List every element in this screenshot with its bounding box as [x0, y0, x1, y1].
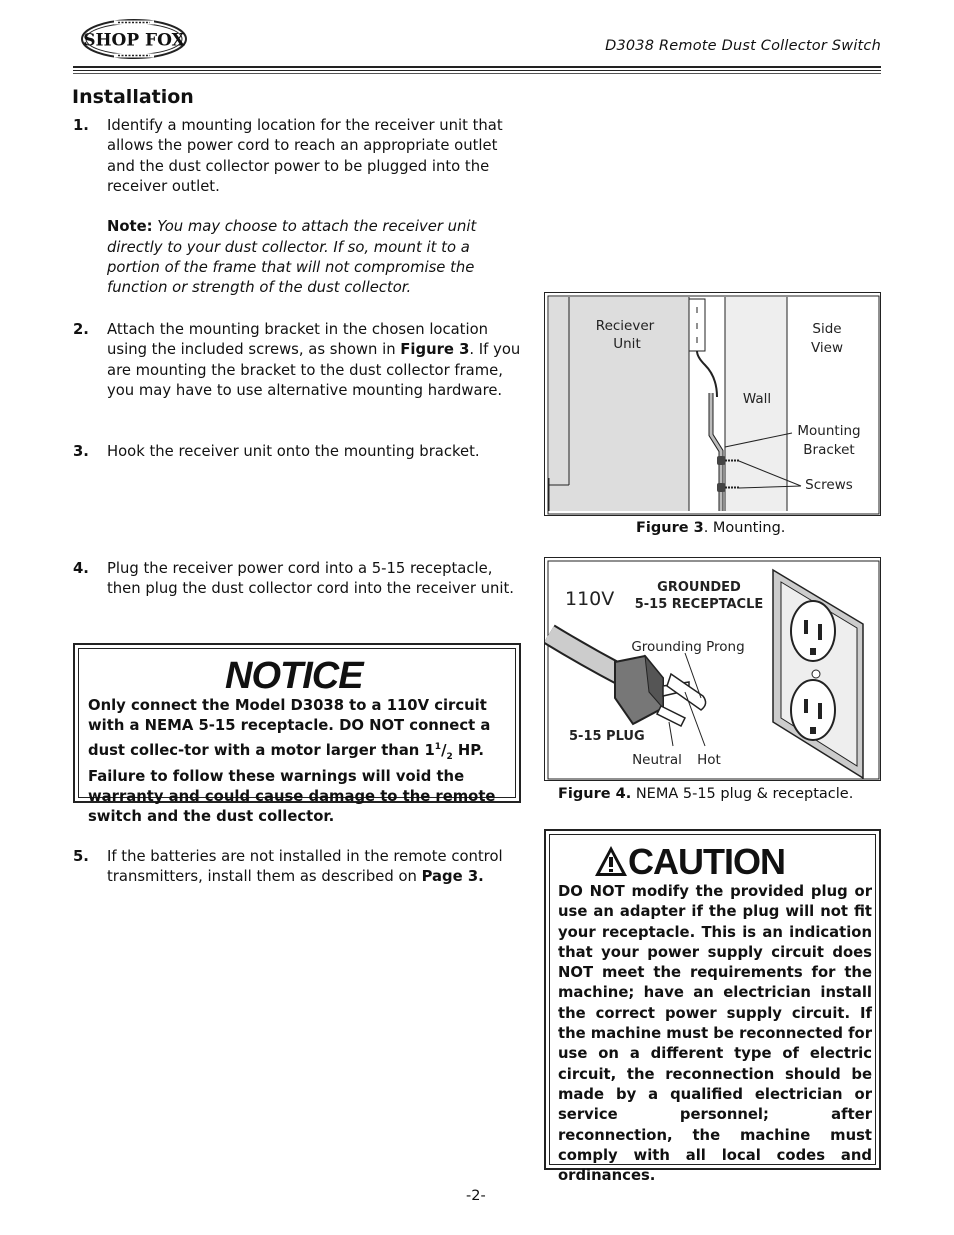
label-receiver-line2: Unit — [613, 336, 641, 352]
step-1 — [73, 116, 521, 299]
step-text-part: . If you are mounting the bracket to the dust collector frame, you may have to use alternative mounting hardware. — [107, 341, 521, 399]
fraction-denominator: 2 — [446, 751, 453, 762]
step-note — [107, 217, 521, 298]
step-2 — [73, 320, 521, 401]
caution-box — [544, 829, 881, 1185]
caution-text: DO NOT modify the provided plug or use an adapter if the plug will not fit your receptacle. This is an indication that your power supply circuit does NOT meet the requirements for the machine; have an electrician install the correct power supply circuit. If the machine must be reconnected for use on a different type of electric circuit, the reconnection should be made by a qualified electrician or service personnel; after reconnection, the machine must comply with all local codes and ordinances. — [558, 883, 872, 1185]
step-text — [107, 320, 521, 401]
plug-shape — [615, 656, 706, 726]
notice-box — [73, 643, 521, 826]
step-text: Hook the receiver unit onto the mounting bracket. — [107, 443, 480, 460]
step-4 — [73, 559, 521, 600]
warning-triangle-icon — [594, 845, 628, 877]
step-5 — [73, 847, 521, 888]
fraction-numerator: 1 — [434, 741, 442, 752]
step-number: 5. — [73, 848, 89, 865]
label-bracket-line2: Bracket — [803, 442, 855, 458]
header-rule — [73, 73, 881, 74]
step-number: 1. — [73, 117, 89, 134]
page-number: -2- — [466, 1188, 486, 1204]
step-number: 2. — [73, 321, 89, 338]
receptacle-shape — [773, 570, 863, 778]
note-text: You may choose to attach the receiver unit directly to your dust collector. If so, mount it to a portion of the frame that will not compromise the function or strength of the dust collector. — [107, 218, 477, 297]
step-text-part: If the batteries are not installed in the remote control transmitters, install them as described on — [107, 848, 503, 886]
section-heading: Installation — [72, 86, 194, 108]
note-label: Note: — [107, 218, 153, 236]
label-receptacle-line1: GROUNDED — [657, 580, 741, 595]
caption-label: Figure 3 — [636, 520, 704, 536]
label-receptacle-line2: 5-15 RECEPTACLE — [634, 597, 764, 612]
notice-text-part: Only connect the Model D3038 to a 110V circuit with a NEMA 5-15 receptacle. DO NOT connect a dust collec-tor with a motor larger than 1 — [88, 697, 491, 759]
caption-text: . Mounting. — [703, 520, 786, 536]
document-title: D3038 Remote Dust Collector Switch — [605, 38, 881, 54]
figure-4-plug-receptacle — [544, 557, 881, 781]
caution-title: CAUTION — [628, 841, 785, 882]
step-number: 3. — [73, 443, 89, 460]
figure-3-caption — [636, 520, 785, 536]
figure-4-caption — [558, 786, 853, 802]
label-voltage: 110V — [565, 588, 615, 610]
logo-text: SHOP FOX — [83, 30, 185, 51]
label-wall: Wall — [742, 391, 772, 407]
notice-text-part: HP. Failure to follow these warnings will void the warranty and could cause damage to the remote switch and the dust collector. — [88, 741, 496, 826]
notice-text: Only connect the Model D3038 to a 110V circuit with a NEMA 5-15 receptacle. DO NOT connect a dust collec-tor with a motor larger than $1^1/_2$ HP. Failure to follow these warnings will void the warranty and could cause damage to the remote switch and the dust collector. — [88, 697, 496, 826]
step-3 — [73, 442, 521, 462]
notice-title: NOTICE — [225, 655, 363, 697]
header-rule — [73, 66, 881, 68]
header-rule — [73, 70, 881, 71]
caption-label: Figure 4. — [558, 786, 632, 802]
label-screws: Screws — [805, 477, 853, 493]
shop-fox-logo — [80, 18, 188, 60]
label-receiver-line1: Reciever — [595, 318, 655, 334]
label-hot: Hot — [697, 752, 721, 768]
figure-3-mounting — [544, 292, 881, 516]
label-bracket-line1: Mounting — [797, 423, 861, 439]
figure-reference: Figure 3 — [400, 341, 470, 359]
label-neutral: Neutral — [632, 752, 682, 768]
step-text — [107, 847, 521, 888]
label-side-view-line2: View — [810, 340, 844, 356]
caption-text: NEMA 5-15 plug & receptacle. — [631, 786, 854, 802]
step-text: Plug the receiver power cord into a 5-15 receptacle, then plug the dust collector cord into the receiver unit. — [107, 560, 514, 598]
page-reference: Page 3. — [421, 868, 484, 886]
step-number: 4. — [73, 560, 89, 577]
label-side-view-line1: Side — [812, 321, 842, 337]
label-grounding-prong: Grounding Prong — [631, 639, 745, 655]
step-text-part: Attach the mounting bracket in the chosen location using the included screws, as shown in — [107, 321, 489, 359]
label-plug: 5-15 PLUG — [569, 729, 645, 744]
step-text: Identify a mounting location for the receiver unit that allows the power cord to reach an appropriate outlet and the dust collector power to be plugged into the receiver outlet. — [107, 117, 503, 195]
